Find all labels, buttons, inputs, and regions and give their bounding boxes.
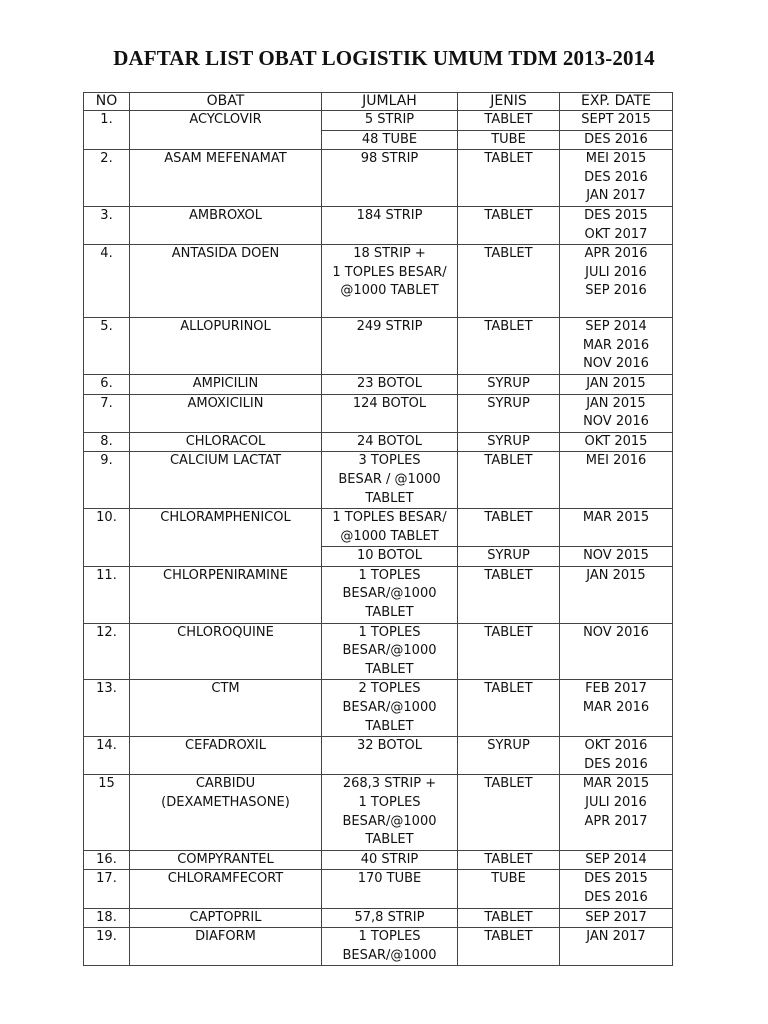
cell-obat [130,870,322,908]
cell-jumlah-line: 23 BOTOL [356,375,422,391]
cell-exp-date [560,850,673,870]
cell-exp-date-line: JAN 2015 [586,395,646,411]
cell-jumlah [322,245,458,318]
cell-obat-line: CALCIUM LACTAT [169,453,282,469]
cell-no: 12. [84,623,130,680]
cell-no: 17. [84,870,130,908]
cell-obat-line: ANTASIDA DOEN [171,246,280,262]
cell-obat-line: ALLOPURINOL [180,319,271,335]
header-jenis: JENIS [458,93,560,111]
cell-exp-date [560,245,673,318]
cell-obat [130,908,322,928]
cell-jumlah-line: TABLET [365,490,414,506]
cell-jumlah-line: 48 TUBE [361,131,418,147]
cell-exp-date-line: APR 2017 [584,813,648,829]
cell-jenis-line: TABLET [484,319,533,335]
cell-jenis [458,737,560,775]
cell-exp-date-line: OKT 2016 [584,738,648,754]
cell-jumlah-line: 184 STRIP [356,207,423,223]
cell-no: 1. [84,111,130,150]
cell-jenis [458,150,560,207]
cell-jumlah-line: TABLET [365,605,414,621]
cell-jenis-line: TABLET [484,207,533,223]
cell-obat-line: CHLORAMFECORT [167,871,284,887]
cell-jenis-line: SYRUP [487,548,530,564]
cell-jumlah [322,623,458,680]
cell-jenis [458,928,560,966]
cell-no: 3. [84,206,130,244]
cell-jumlah-line: TABLET [365,661,414,677]
page-title: DAFTAR LIST OBAT LOGISTIK UMUM TDM 2013-2014 [113,46,655,70]
table-header-row [84,93,673,111]
cell-jumlah [322,150,458,207]
cell-obat [130,928,322,966]
cell-exp-date-line: JAN 2015 [586,375,646,391]
cell-jenis-line: TABLET [484,624,533,640]
cell-jenis [458,432,560,452]
cell-exp-date-line: OKT 2017 [584,226,648,242]
cell-no: 10. [84,509,130,567]
cell-exp-date [560,623,673,680]
table-row [84,432,673,452]
cell-exp-date-line: MAR 2015 [582,510,650,526]
cell-exp-date-line: DES 2016 [584,131,648,147]
cell-obat-line: CEFADROXIL [185,738,266,754]
cell-no: 5. [84,318,130,375]
cell-jumlah [322,775,458,850]
cell-no: 11. [84,566,130,623]
cell-jenis [458,775,560,850]
cell-no: 14. [84,737,130,775]
table-row [84,775,673,850]
cell-jumlah [322,130,458,150]
cell-obat-line: COMPYRANTEL [177,851,274,867]
table-row [84,206,673,244]
cell-jumlah-line: 124 BOTOL [352,395,427,411]
cell-jumlah-line: 170 TUBE [357,871,422,887]
cell-jumlah [322,452,458,509]
cell-exp-date-line: SEP 2017 [585,909,647,925]
cell-no: 9. [84,452,130,509]
cell-exp-date-line: OKT 2015 [584,433,648,449]
cell-jenis [458,206,560,244]
cell-obat-line: AMBROXOL [188,207,262,223]
cell-no: 4. [84,245,130,318]
cell-obat [130,623,322,680]
cell-obat-line: CAPTOPRIL [189,909,262,925]
cell-obat-line: AMPICILIN [192,375,259,391]
cell-obat [130,775,322,850]
table-row [84,452,673,509]
cell-jenis [458,245,560,318]
cell-jenis-line: TABLET [484,112,533,127]
cell-jumlah [322,566,458,623]
cell-obat [130,394,322,432]
cell-no: 8. [84,432,130,452]
cell-exp-date [560,130,673,150]
cell-no: 18. [84,908,130,928]
cell-obat-line: CHLORAMPHENICOL [160,510,291,526]
cell-exp-date [560,509,673,547]
cell-jumlah [322,850,458,870]
cell-exp-date-line: SEP 2014 [585,851,647,867]
table-row [84,870,673,908]
cell-jenis-line: TABLET [484,567,533,583]
cell-jumlah-line: TABLET [365,832,414,848]
cell-exp-date-line: JAN 2017 [586,188,646,204]
cell-jumlah [322,206,458,244]
cell-exp-date [560,318,673,375]
cell-obat-line: CHLORPENIRAMINE [163,567,288,583]
cell-no: 6. [84,374,130,394]
header-exp-date: EXP. DATE [560,93,673,111]
cell-exp-date-line: SEP 2016 [585,283,647,299]
cell-jumlah [322,318,458,375]
cell-jumlah-line: BESAR/@1000 [342,586,437,602]
cell-obat [130,111,322,150]
cell-exp-date [560,150,673,207]
cell-exp-date-line: MAR 2016 [582,700,650,716]
cell-exp-date-line: NOV 2016 [583,414,649,430]
cell-exp-date-line: DES 2015 [584,207,648,223]
cell-exp-date-line: DES 2016 [584,169,648,185]
cell-exp-date-line: NOV 2016 [583,624,649,640]
cell-jumlah-line: 1 TOPLES [358,795,421,810]
cell-jumlah-line: BESAR/@1000 [342,813,437,829]
cell-jumlah [322,908,458,928]
cell-jenis [458,908,560,928]
cell-obat-line: CHLOROQUINE [177,624,274,640]
cell-jumlah-line: 98 STRIP [360,151,419,167]
cell-obat [130,150,322,207]
cell-exp-date [560,452,673,509]
cell-jumlah-line: BESAR/@1000 [342,700,437,716]
cell-no: 19. [84,928,130,966]
cell-obat [130,206,322,244]
cell-exp-date [560,111,673,131]
cell-exp-date-line: DES 2016 [584,889,648,905]
cell-obat-line: AMOXICILIN [187,395,264,411]
cell-obat-line: CTM [211,681,240,697]
cell-jenis [458,130,560,150]
cell-jenis [458,566,560,623]
header-obat: OBAT [130,93,322,111]
cell-exp-date-line: NOV 2015 [583,548,649,564]
table-body [84,111,673,966]
cell-jumlah [322,870,458,908]
cell-jenis [458,509,560,547]
cell-jumlah-line: 1 TOPLES [358,929,421,945]
cell-obat [130,680,322,737]
cell-jenis-line: SYRUP [487,395,530,411]
table-row [84,318,673,375]
cell-no: 15 [84,775,130,850]
cell-obat [130,566,322,623]
cell-obat [130,245,322,318]
header-jumlah: JUMLAH [322,93,458,111]
table-row [84,245,673,318]
cell-jenis-line: SYRUP [487,375,530,391]
cell-jumlah-line: 3 TOPLES [358,453,421,469]
cell-exp-date [560,432,673,452]
cell-exp-date [560,908,673,928]
cell-jumlah-line: BESAR/@1000 [342,947,437,963]
cell-exp-date [560,374,673,394]
cell-no: 2. [84,150,130,207]
cell-jenis-line: SYRUP [487,433,530,449]
cell-jumlah-line: 249 STRIP [356,319,423,335]
cell-jenis-line: TUBE [491,871,526,887]
cell-obat-line: CHLORACOL [185,433,266,449]
cell-jenis-line: TABLET [484,776,533,792]
cell-jenis [458,318,560,375]
cell-jenis [458,394,560,432]
cell-exp-date-line: FEB 2017 [585,681,647,697]
cell-exp-date-line: DES 2016 [584,756,648,772]
cell-exp-date-line: MAR 2016 [582,337,650,353]
cell-exp-date [560,680,673,737]
cell-jumlah [322,928,458,966]
cell-jenis [458,870,560,908]
cell-exp-date [560,870,673,908]
table-row [84,111,673,131]
cell-jumlah [322,111,458,131]
header-no: NO [84,93,130,111]
cell-jenis [458,452,560,509]
table-row [84,623,673,680]
cell-exp-date [560,737,673,775]
cell-exp-date [560,928,673,966]
cell-jenis-line: TABLET [484,453,533,469]
cell-jenis-line: TABLET [484,246,533,262]
cell-exp-date-line: APR 2016 [584,246,648,262]
cell-jenis-line: TABLET [484,151,533,167]
cell-jenis [458,623,560,680]
cell-jumlah [322,737,458,775]
cell-exp-date-line: JAN 2017 [586,929,646,945]
cell-jumlah-line: 1 TOPLES BESAR/ [332,510,447,526]
cell-obat-line: DIAFORM [195,929,256,945]
cell-jumlah-line: 10 BOTOL [356,548,422,564]
cell-jenis [458,850,560,870]
cell-obat [130,850,322,870]
cell-jumlah-line: 32 BOTOL [356,738,422,754]
cell-jumlah [322,547,458,567]
cell-exp-date [560,394,673,432]
cell-jumlah-line: 1 TOPLES [358,567,421,583]
table-row [84,394,673,432]
table-row [84,680,673,737]
cell-obat [130,432,322,452]
cell-obat-line: CARBIDU [195,776,256,792]
cell-obat-line: ASAM MEFENAMAT [164,151,287,167]
cell-jumlah-line: 1 TOPLES [358,624,421,640]
cell-no: 16. [84,850,130,870]
cell-jumlah [322,394,458,432]
cell-jumlah-line: @1000 TABLET [340,528,439,544]
cell-exp-date-line: DES 2015 [584,871,648,887]
cell-jenis-line: TABLET [484,681,533,697]
cell-exp-date [560,206,673,244]
cell-exp-date-line: JAN 2015 [586,567,646,583]
cell-jumlah-line: 5 STRIP [364,112,415,127]
cell-jumlah-line: BESAR / @1000 [338,471,441,487]
cell-jumlah-line: @1000 TABLET [340,283,439,299]
cell-exp-date [560,547,673,567]
cell-exp-date-line: SEPT 2015 [581,112,651,127]
cell-jenis-line: TABLET [484,510,533,526]
cell-exp-date [560,775,673,850]
cell-jumlah-line: BESAR/@1000 [342,643,437,659]
cell-obat [130,737,322,775]
cell-jenis-line: TABLET [484,929,533,945]
cell-exp-date-line: MEI 2016 [585,453,647,469]
cell-jenis [458,680,560,737]
cell-exp-date-line: MEI 2015 [585,151,647,167]
cell-jumlah-line: 18 STRIP + [353,246,426,262]
cell-exp-date-line: JULI 2016 [585,264,647,280]
cell-jumlah [322,509,458,547]
cell-obat [130,318,322,375]
table-row [84,509,673,547]
cell-obat [130,509,322,567]
cell-no: 7. [84,394,130,432]
table-row [84,566,673,623]
cell-jumlah [322,374,458,394]
cell-jumlah-line: TABLET [365,718,414,734]
cell-exp-date-line: MAR 2015 [582,776,650,792]
cell-exp-date-line: SEP 2014 [585,319,647,335]
cell-jumlah-line: 268,3 STRIP + [342,776,437,792]
table-row [84,374,673,394]
table-row [84,908,673,928]
cell-jenis-line: TABLET [484,851,533,867]
cell-obat-line: ACYCLOVIR [189,112,262,127]
table-row [84,150,673,207]
table-row [84,737,673,775]
cell-obat [130,452,322,509]
cell-jenis [458,374,560,394]
cell-exp-date-line: NOV 2016 [583,356,649,372]
cell-obat-line: (DEXAMETHASONE) [161,795,290,810]
cell-jumlah [322,680,458,737]
cell-jumlah [322,432,458,452]
table-row [84,850,673,870]
cell-no: 13. [84,680,130,737]
cell-jumlah-line: 2 TOPLES [358,681,421,697]
cell-exp-date-line: JULI 2016 [585,795,647,810]
cell-jumlah-line: 57,8 STRIP [354,909,425,925]
cell-obat [130,374,322,394]
cell-jenis-line: TABLET [484,909,533,925]
table-row [84,928,673,966]
cell-jumlah-line: 24 BOTOL [356,433,422,449]
cell-exp-date [560,566,673,623]
medicine-table [83,92,673,966]
cell-jenis [458,547,560,567]
cell-jenis [458,111,560,131]
cell-jumlah-line: 40 STRIP [360,851,419,867]
cell-jenis-line: SYRUP [487,738,530,754]
cell-jumlah-line: 1 TOPLES BESAR/ [332,264,447,280]
cell-jenis-line: TUBE [491,131,526,147]
